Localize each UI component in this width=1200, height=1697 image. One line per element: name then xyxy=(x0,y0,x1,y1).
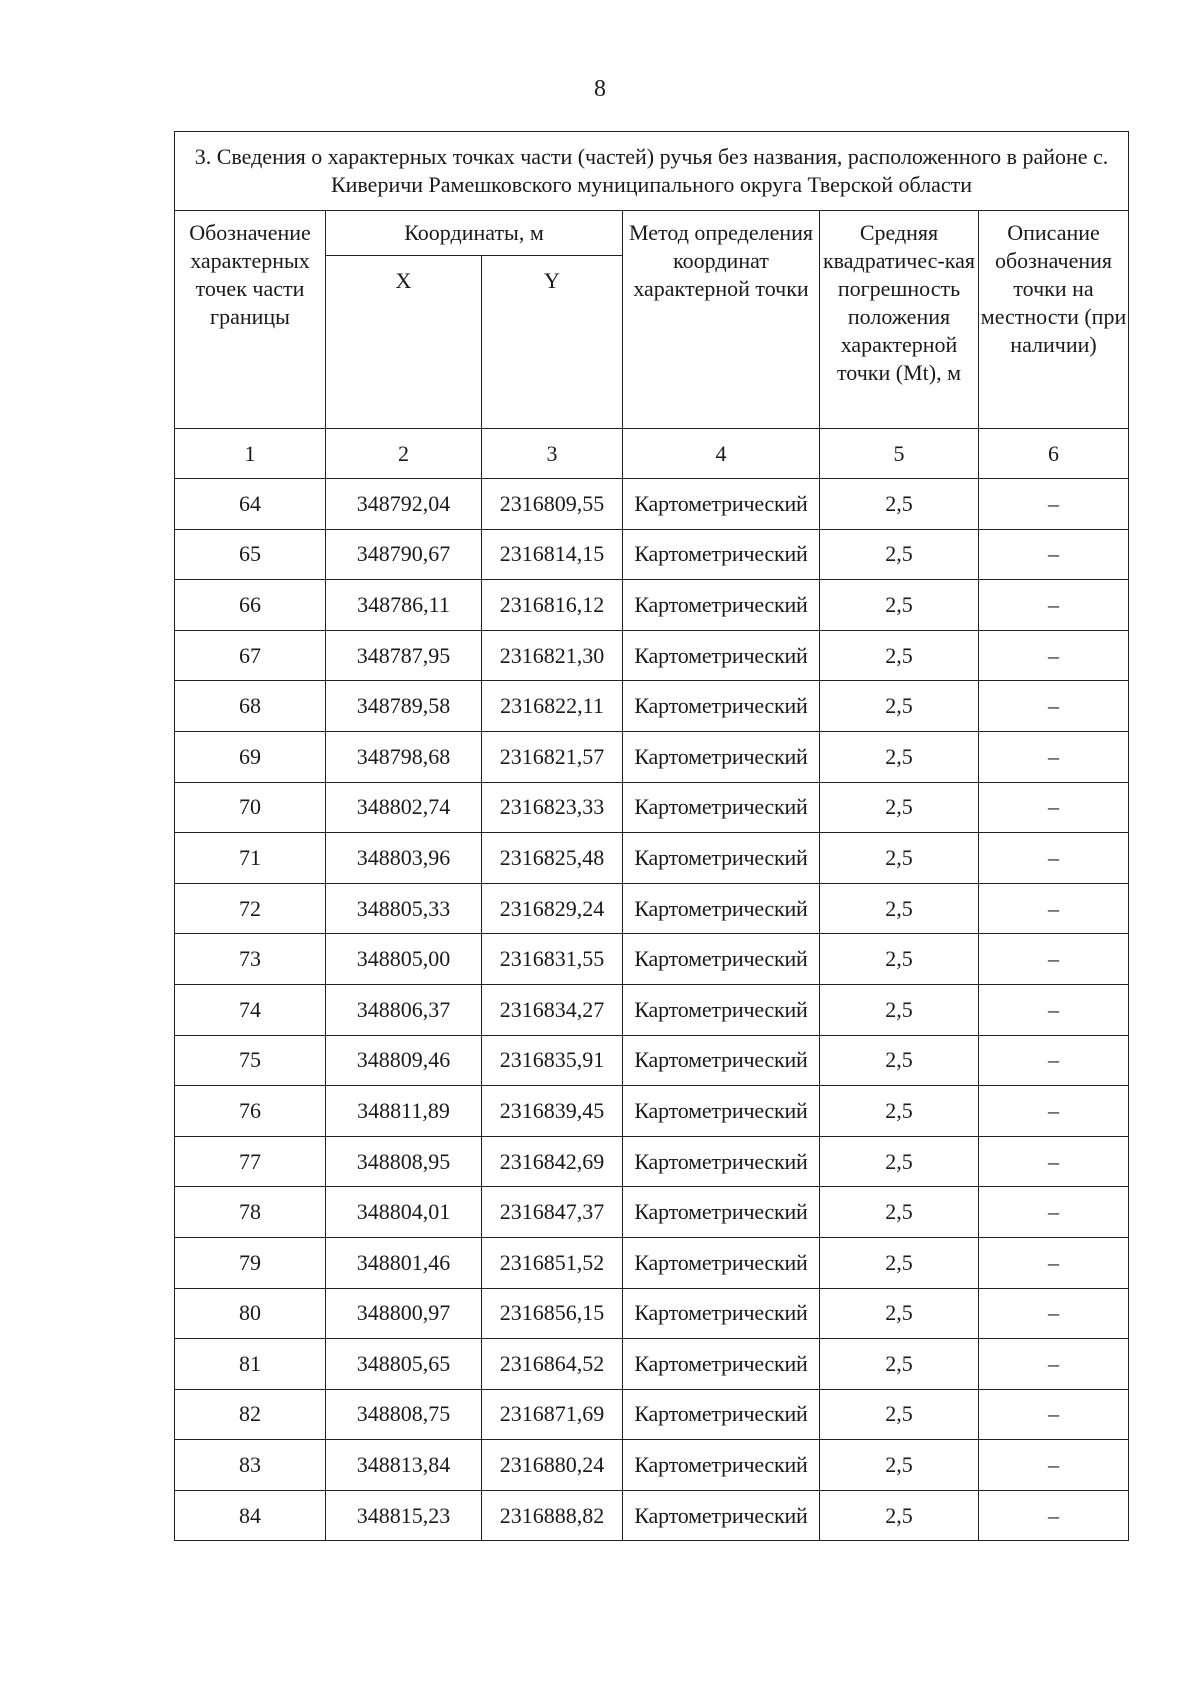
point-id-cell: 73 xyxy=(175,934,326,985)
method-cell: Картометрический xyxy=(623,1136,820,1187)
table-row xyxy=(175,681,1129,732)
x-coordinate-cell: 348808,75 xyxy=(326,1389,482,1440)
table-row xyxy=(175,479,1129,530)
description-cell: – xyxy=(979,479,1129,530)
table-row xyxy=(175,1490,1129,1541)
y-coordinate-cell: 2316864,52 xyxy=(482,1339,623,1390)
point-id-cell: 66 xyxy=(175,580,326,631)
x-coordinate-cell: 348798,68 xyxy=(326,731,482,782)
description-cell: – xyxy=(979,681,1129,732)
header-x: X xyxy=(326,256,482,429)
x-coordinate-cell: 348813,84 xyxy=(326,1440,482,1491)
method-cell: Картометрический xyxy=(623,833,820,884)
point-id-cell: 83 xyxy=(175,1440,326,1491)
error-cell: 2,5 xyxy=(820,782,979,833)
method-cell: Картометрический xyxy=(623,1440,820,1491)
description-cell: – xyxy=(979,731,1129,782)
method-cell: Картометрический xyxy=(623,1339,820,1390)
table-title: 3. Сведения о характерных точках части (частей) ручья без названия, расположенного в районе с. Киверичи Рамешковского муниципального округа Тверской области xyxy=(175,132,1129,211)
y-coordinate-cell: 2316821,57 xyxy=(482,731,623,782)
error-cell: 2,5 xyxy=(820,580,979,631)
header-description: Описание обозначения точки на местности (при наличии) xyxy=(979,211,1129,429)
y-coordinate-cell: 2316831,55 xyxy=(482,934,623,985)
column-number: 5 xyxy=(820,429,979,479)
point-id-cell: 70 xyxy=(175,782,326,833)
description-cell: – xyxy=(979,1288,1129,1339)
description-cell: – xyxy=(979,782,1129,833)
table-row xyxy=(175,1086,1129,1137)
y-coordinate-cell: 2316814,15 xyxy=(482,529,623,580)
error-cell: 2,5 xyxy=(820,731,979,782)
x-coordinate-cell: 348804,01 xyxy=(326,1187,482,1238)
point-id-cell: 78 xyxy=(175,1187,326,1238)
point-id-cell: 75 xyxy=(175,1035,326,1086)
point-id-cell: 68 xyxy=(175,681,326,732)
y-coordinate-cell: 2316829,24 xyxy=(482,883,623,934)
point-id-cell: 72 xyxy=(175,883,326,934)
x-coordinate-cell: 348805,65 xyxy=(326,1339,482,1390)
description-cell: – xyxy=(979,1035,1129,1086)
error-cell: 2,5 xyxy=(820,883,979,934)
error-cell: 2,5 xyxy=(820,833,979,884)
y-coordinate-cell: 2316839,45 xyxy=(482,1086,623,1137)
description-cell: – xyxy=(979,984,1129,1035)
table-row xyxy=(175,630,1129,681)
error-cell: 2,5 xyxy=(820,1136,979,1187)
y-coordinate-cell: 2316809,55 xyxy=(482,479,623,530)
error-cell: 2,5 xyxy=(820,1440,979,1491)
method-cell: Картометрический xyxy=(623,479,820,530)
x-coordinate-cell: 348805,33 xyxy=(326,883,482,934)
table-body xyxy=(175,479,1129,1541)
error-cell: 2,5 xyxy=(820,630,979,681)
error-cell: 2,5 xyxy=(820,1035,979,1086)
point-id-cell: 64 xyxy=(175,479,326,530)
error-cell: 2,5 xyxy=(820,1237,979,1288)
error-cell: 2,5 xyxy=(820,1490,979,1541)
point-id-cell: 81 xyxy=(175,1339,326,1390)
table-row xyxy=(175,1237,1129,1288)
point-id-cell: 82 xyxy=(175,1389,326,1440)
method-cell: Картометрический xyxy=(623,1035,820,1086)
error-cell: 2,5 xyxy=(820,529,979,580)
page-number: 8 xyxy=(594,76,606,102)
error-cell: 2,5 xyxy=(820,681,979,732)
x-coordinate-cell: 348809,46 xyxy=(326,1035,482,1086)
point-id-cell: 79 xyxy=(175,1237,326,1288)
method-cell: Картометрический xyxy=(623,1288,820,1339)
y-coordinate-cell: 2316842,69 xyxy=(482,1136,623,1187)
method-cell: Картометрический xyxy=(623,883,820,934)
table-row xyxy=(175,1035,1129,1086)
description-cell: – xyxy=(979,1339,1129,1390)
y-coordinate-cell: 2316823,33 xyxy=(482,782,623,833)
description-cell: – xyxy=(979,1389,1129,1440)
x-coordinate-cell: 348802,74 xyxy=(326,782,482,833)
method-cell: Картометрический xyxy=(623,1490,820,1541)
table-row xyxy=(175,580,1129,631)
table-row xyxy=(175,984,1129,1035)
y-coordinate-cell: 2316888,82 xyxy=(482,1490,623,1541)
method-cell: Картометрический xyxy=(623,1389,820,1440)
point-id-cell: 74 xyxy=(175,984,326,1035)
header-coordinates: Координаты, м xyxy=(326,211,623,256)
x-coordinate-cell: 348805,00 xyxy=(326,934,482,985)
method-cell: Картометрический xyxy=(623,984,820,1035)
table-row xyxy=(175,934,1129,985)
y-coordinate-cell: 2316851,52 xyxy=(482,1237,623,1288)
description-cell: – xyxy=(979,883,1129,934)
y-coordinate-cell: 2316834,27 xyxy=(482,984,623,1035)
table-row xyxy=(175,782,1129,833)
x-coordinate-cell: 348806,37 xyxy=(326,984,482,1035)
method-cell: Картометрический xyxy=(623,529,820,580)
point-id-cell: 65 xyxy=(175,529,326,580)
y-coordinate-cell: 2316835,91 xyxy=(482,1035,623,1086)
description-cell: – xyxy=(979,1136,1129,1187)
method-cell: Картометрический xyxy=(623,630,820,681)
x-coordinate-cell: 348808,95 xyxy=(326,1136,482,1187)
point-id-cell: 80 xyxy=(175,1288,326,1339)
method-cell: Картометрический xyxy=(623,1187,820,1238)
header-designation: Обозначение характерных точек части границы xyxy=(175,211,326,429)
point-id-cell: 71 xyxy=(175,833,326,884)
x-coordinate-cell: 348787,95 xyxy=(326,630,482,681)
x-coordinate-cell: 348792,04 xyxy=(326,479,482,530)
column-number: 1 xyxy=(175,429,326,479)
column-number: 3 xyxy=(482,429,623,479)
y-coordinate-cell: 2316821,30 xyxy=(482,630,623,681)
point-id-cell: 84 xyxy=(175,1490,326,1541)
x-coordinate-cell: 348803,96 xyxy=(326,833,482,884)
error-cell: 2,5 xyxy=(820,1086,979,1137)
point-id-cell: 77 xyxy=(175,1136,326,1187)
y-coordinate-cell: 2316880,24 xyxy=(482,1440,623,1491)
y-coordinate-cell: 2316816,12 xyxy=(482,580,623,631)
table-row xyxy=(175,1440,1129,1491)
header-method: Метод определения координат характерной точки xyxy=(623,211,820,429)
table-row xyxy=(175,1339,1129,1390)
table-row xyxy=(175,1389,1129,1440)
error-cell: 2,5 xyxy=(820,1187,979,1238)
description-cell: – xyxy=(979,580,1129,631)
description-cell: – xyxy=(979,1086,1129,1137)
method-cell: Картометрический xyxy=(623,681,820,732)
point-id-cell: 67 xyxy=(175,630,326,681)
x-coordinate-cell: 348815,23 xyxy=(326,1490,482,1541)
table-row xyxy=(175,1136,1129,1187)
method-cell: Картометрический xyxy=(623,580,820,631)
x-coordinate-cell: 348800,97 xyxy=(326,1288,482,1339)
table-row xyxy=(175,1187,1129,1238)
error-cell: 2,5 xyxy=(820,1389,979,1440)
y-coordinate-cell: 2316871,69 xyxy=(482,1389,623,1440)
column-number: 2 xyxy=(326,429,482,479)
method-cell: Картометрический xyxy=(623,1086,820,1137)
method-cell: Картометрический xyxy=(623,731,820,782)
table-row xyxy=(175,529,1129,580)
table-row xyxy=(175,833,1129,884)
x-coordinate-cell: 348811,89 xyxy=(326,1086,482,1137)
description-cell: – xyxy=(979,1187,1129,1238)
point-id-cell: 69 xyxy=(175,731,326,782)
x-coordinate-cell: 348801,46 xyxy=(326,1237,482,1288)
method-cell: Картометрический xyxy=(623,782,820,833)
header-y: Y xyxy=(482,256,623,429)
characteristic-points-table xyxy=(174,131,1129,1541)
header-error: Средняя квадратичес-кая погрешность положения характерной точки (Mt), м xyxy=(820,211,979,429)
method-cell: Картометрический xyxy=(623,1237,820,1288)
description-cell: – xyxy=(979,529,1129,580)
y-coordinate-cell: 2316856,15 xyxy=(482,1288,623,1339)
point-id-cell: 76 xyxy=(175,1086,326,1137)
description-cell: – xyxy=(979,1237,1129,1288)
y-coordinate-cell: 2316847,37 xyxy=(482,1187,623,1238)
error-cell: 2,5 xyxy=(820,984,979,1035)
error-cell: 2,5 xyxy=(820,934,979,985)
table-row xyxy=(175,1288,1129,1339)
error-cell: 2,5 xyxy=(820,479,979,530)
column-number-row xyxy=(175,429,1129,479)
column-number: 4 xyxy=(623,429,820,479)
description-cell: – xyxy=(979,630,1129,681)
description-cell: – xyxy=(979,833,1129,884)
column-number: 6 xyxy=(979,429,1129,479)
table-row xyxy=(175,883,1129,934)
description-cell: – xyxy=(979,934,1129,985)
x-coordinate-cell: 348789,58 xyxy=(326,681,482,732)
y-coordinate-cell: 2316822,11 xyxy=(482,681,623,732)
table-row xyxy=(175,731,1129,782)
y-coordinate-cell: 2316825,48 xyxy=(482,833,623,884)
error-cell: 2,5 xyxy=(820,1339,979,1390)
x-coordinate-cell: 348786,11 xyxy=(326,580,482,631)
error-cell: 2,5 xyxy=(820,1288,979,1339)
description-cell: – xyxy=(979,1440,1129,1491)
x-coordinate-cell: 348790,67 xyxy=(326,529,482,580)
description-cell: – xyxy=(979,1490,1129,1541)
method-cell: Картометрический xyxy=(623,934,820,985)
